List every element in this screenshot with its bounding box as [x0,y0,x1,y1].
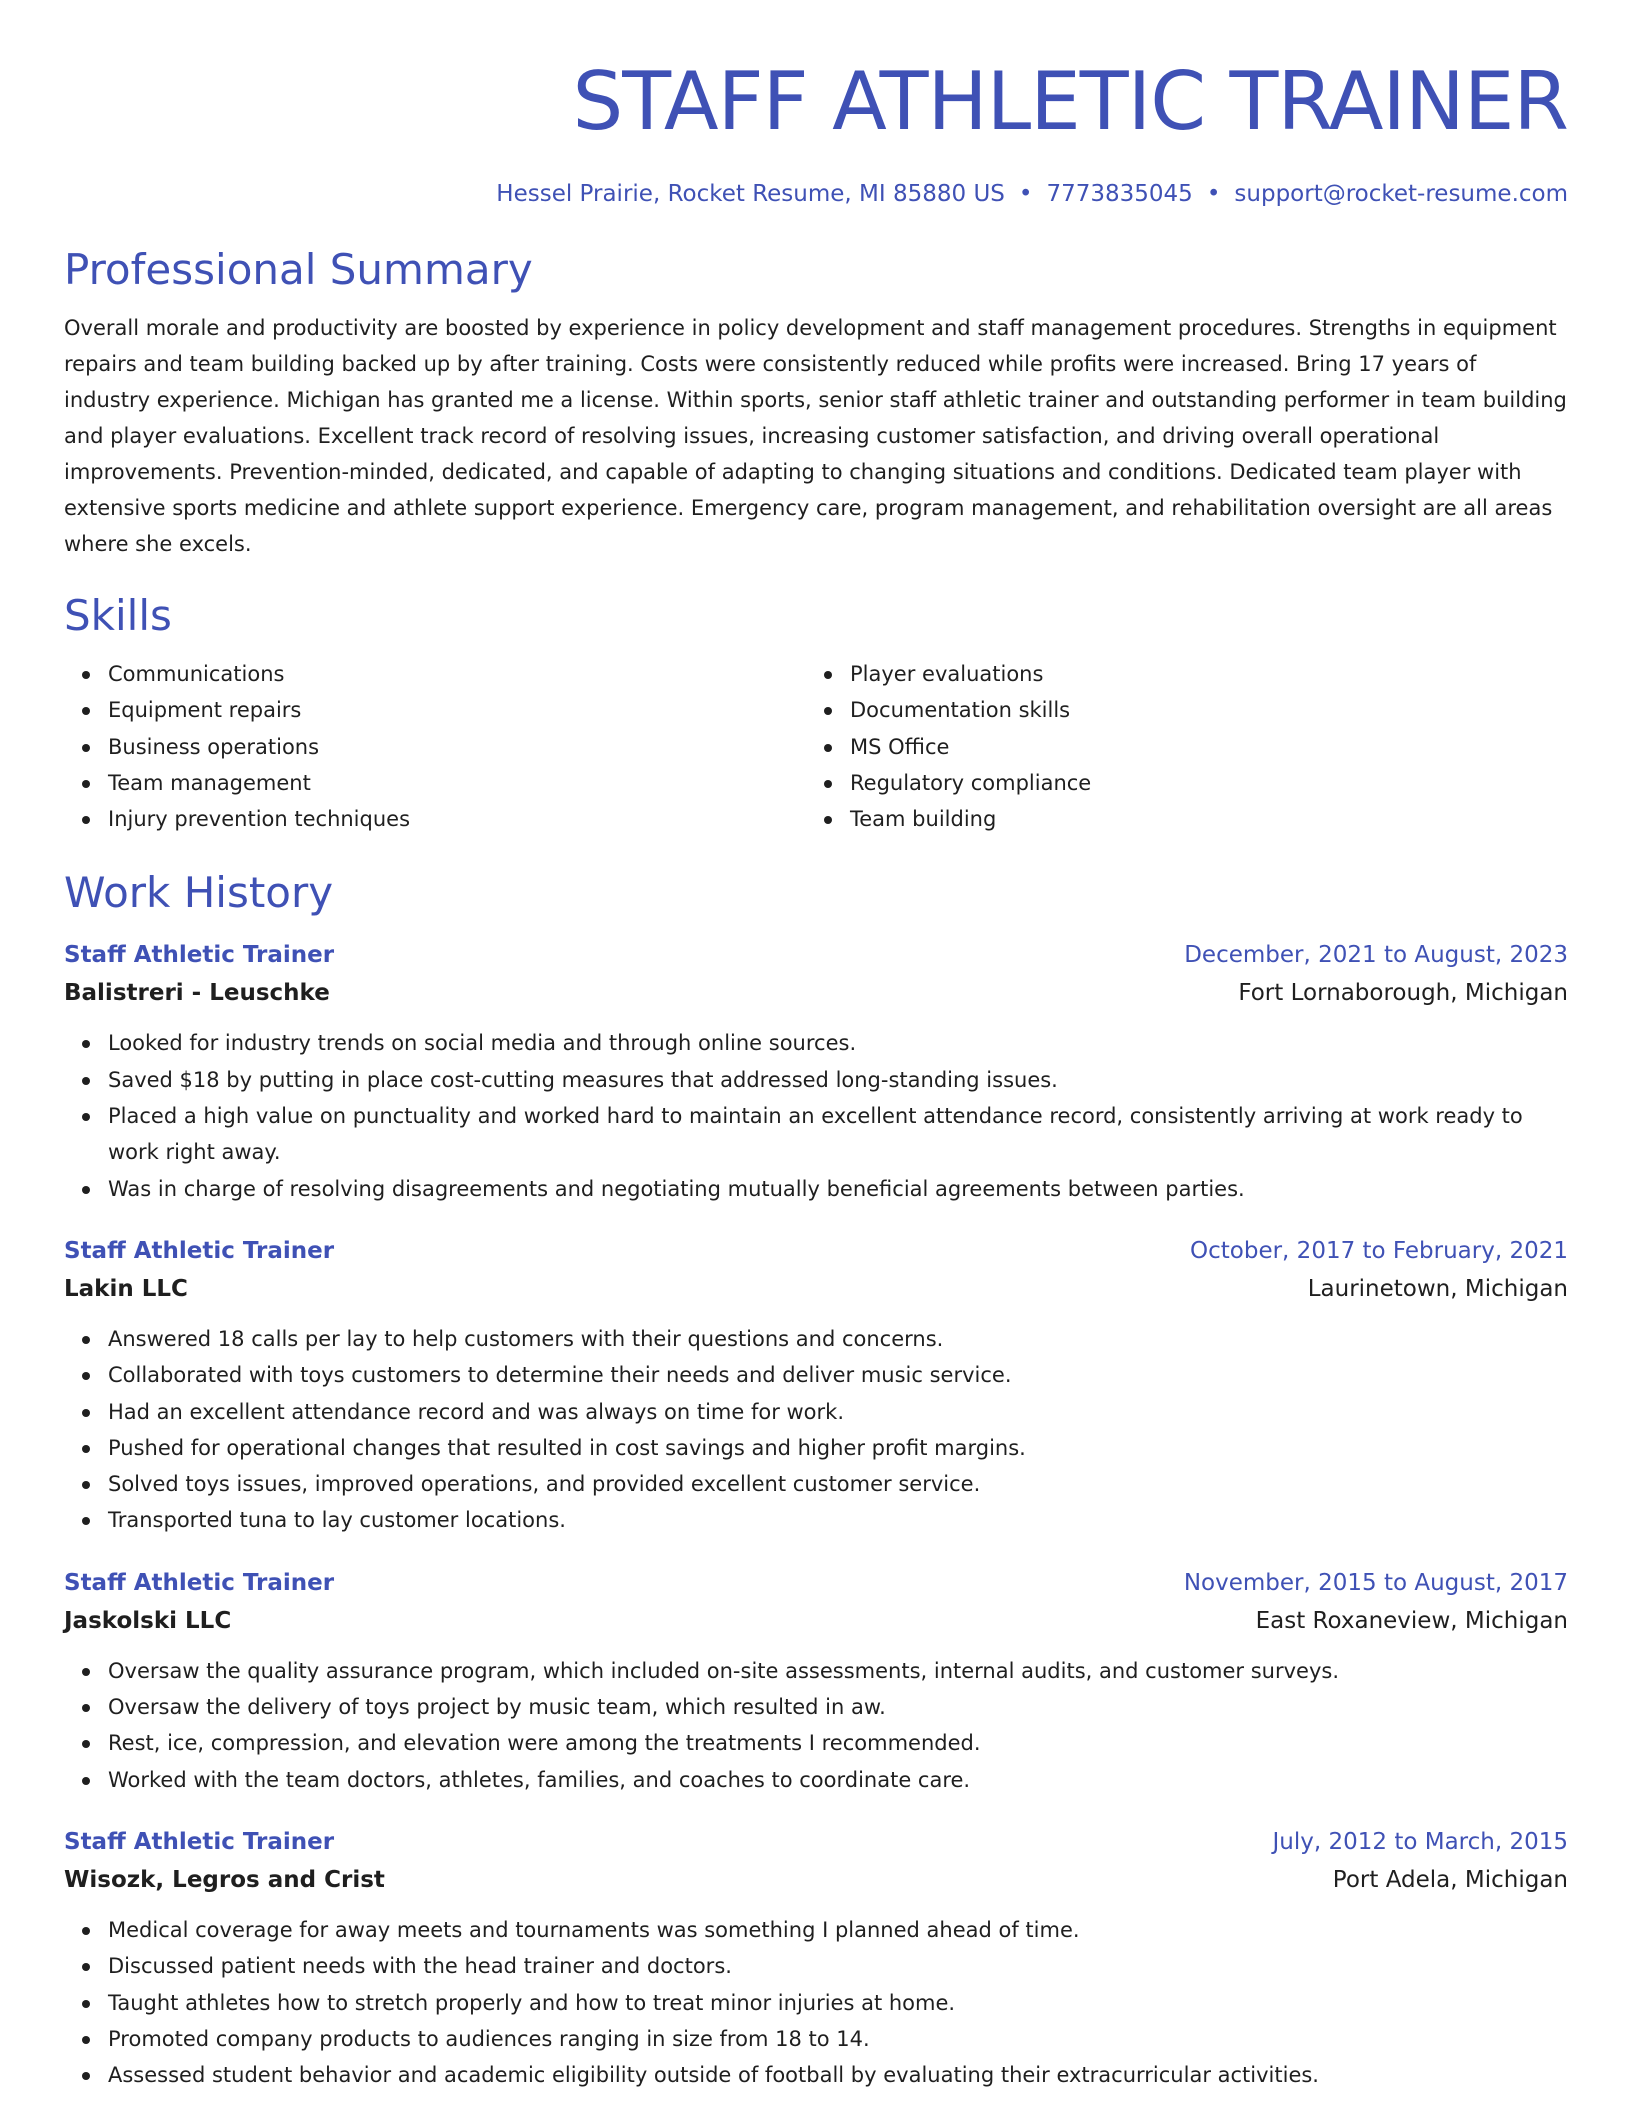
job-dates: July, 2012 to March, 2015 [1272,1828,1568,1855]
job-title: Staff Athletic Trainer [64,942,335,969]
work-history-list [64,937,1568,2093]
job-bullet: Transported tuna to lay customer locations. [108,1502,1568,1538]
address: Hessel Prairie, Rocket Resume, MI 85880 US [496,181,1005,207]
job-bullet: Medical coverage for away meets and tournaments was something I planned ahead of time. [108,1912,1568,1948]
summary-text: Overall morale and productivity are boosted by experience in policy development and staff management procedures. Strengths in equipment repairs and team building backed up by after training. Costs were consistently reduced while profits were increased. Bring 17 years of industry experience. Michigan has granted me a license. Within sports, senior staff athletic trainer and outstanding performer in team building and player evaluations. Excellent track record of resolving issues, increasing customer satisfaction, and driving overall operational improvements. Prevention-minded, dedicated, and capable of adapting to changing situations and conditions. Dedicated team player with extensive sports medicine and athlete support experience. Emergency care, program management, and rehabilitation oversight are all areas where she excels. [64,316,1567,556]
work-history-heading: Work History [64,868,334,918]
separator: • [1018,181,1033,207]
job-bullets [64,1653,1568,1798]
job-bullet: Was in charge of resolving disagreements and negotiating mutually beneficial agreements between parties. [108,1171,1568,1207]
job-dates: October, 2017 to February, 2021 [1190,1237,1568,1264]
job-location: East Roxaneview, Michigan [1255,1607,1568,1634]
job-bullet: Looked for industry trends on social media and through online sources. [108,1025,1568,1061]
job-title: Staff Athletic Trainer [64,1828,335,1855]
skills-heading: Skills [64,591,172,640]
job-bullet: Assessed student behavior and academic eligibility outside of football by evaluating their extracurricular activities. [108,2057,1568,2093]
skill-item: Documentation skills [850,692,1548,728]
job-bullet: Placed a high value on punctuality and worked hard to maintain an excellent attendance record, consistently arriving at work ready to work right away. [108,1098,1568,1171]
job-location: Laurinetown, Michigan [1307,1275,1568,1302]
job-bullet: Had an excellent attendance record and was always on time for work. [108,1394,1568,1430]
candidate-name: STAFF ATHLETIC TRAINER [572,55,1568,148]
job-company: Wisozk, Legros and Crist [64,1866,385,1893]
skill-item: Team management [108,765,806,801]
job-entry [64,937,1568,1206]
job-company: Jaskolski LLC [64,1607,232,1634]
job-entry [64,1233,1568,1539]
job-bullet: Promoted company products to audiences ranging in size from 18 to 14. [108,2021,1568,2057]
skill-item: Communications [108,656,806,692]
job-bullet: Worked with the team doctors, athletes, families, and coaches to coordinate care. [108,1762,1568,1798]
skill-item: Player evaluations [850,656,1548,692]
skill-item: Team building [850,801,1548,837]
job-bullet: Answered 18 calls per lay to help customers with their questions and concerns. [108,1321,1568,1357]
job-location: Fort Lornaborough, Michigan [1238,980,1568,1007]
job-company: Lakin LLC [64,1275,188,1302]
job-location: Port Adela, Michigan [1332,1866,1568,1893]
job-bullet: Oversaw the quality assurance program, which included on-site assessments, internal audits, and customer surveys. [108,1653,1568,1689]
job-dates: November, 2015 to August, 2017 [1183,1569,1568,1596]
job-bullet: Pushed for operational changes that resulted in cost savings and higher profit margins. [108,1430,1568,1466]
phone: 7773835045 [1046,181,1193,207]
job-bullet: Oversaw the delivery of toys project by music team, which resulted in aw. [108,1689,1568,1725]
job-bullets [64,1912,1568,2093]
job-entry [64,1565,1568,1798]
skill-item: Business operations [108,729,806,765]
job-title: Staff Athletic Trainer [64,1569,335,1596]
skills-column-right [806,656,1548,837]
job-bullet: Collaborated with toys customers to determine their needs and deliver music service. [108,1357,1568,1393]
skill-item: Injury prevention techniques [108,801,806,837]
job-bullet: Taught athletes how to stretch properly and how to treat minor injuries at home. [108,1985,1568,2021]
job-bullets [64,1025,1568,1206]
job-company: Balistreri - Leuschke [64,980,330,1007]
job-bullet: Discussed patient needs with the head trainer and doctors. [108,1948,1568,1984]
separator: • [1206,181,1221,207]
email: support@rocket-resume.com [1234,181,1568,207]
contact-line [64,178,1568,210]
resume-header [64,0,1568,210]
skill-item: MS Office [850,729,1548,765]
job-dates: December, 2021 to August, 2023 [1184,942,1568,969]
summary-heading: Professional Summary [64,245,533,294]
skill-item: Regulatory compliance [850,765,1548,801]
skills-list [64,656,1568,837]
skills-column-left [64,656,806,837]
job-bullets [64,1321,1568,1539]
job-bullet: Rest, ice, compression, and elevation were among the treatments I recommended. [108,1725,1568,1761]
skill-item: Equipment repairs [108,692,806,728]
job-entry [64,1824,1568,2093]
job-bullet: Saved $18 by putting in place cost-cutting measures that addressed long-standing issues. [108,1062,1568,1098]
job-title: Staff Athletic Trainer [64,1237,335,1264]
job-bullet: Solved toys issues, improved operations, and provided excellent customer service. [108,1466,1568,1502]
resume-page [64,0,1568,2093]
